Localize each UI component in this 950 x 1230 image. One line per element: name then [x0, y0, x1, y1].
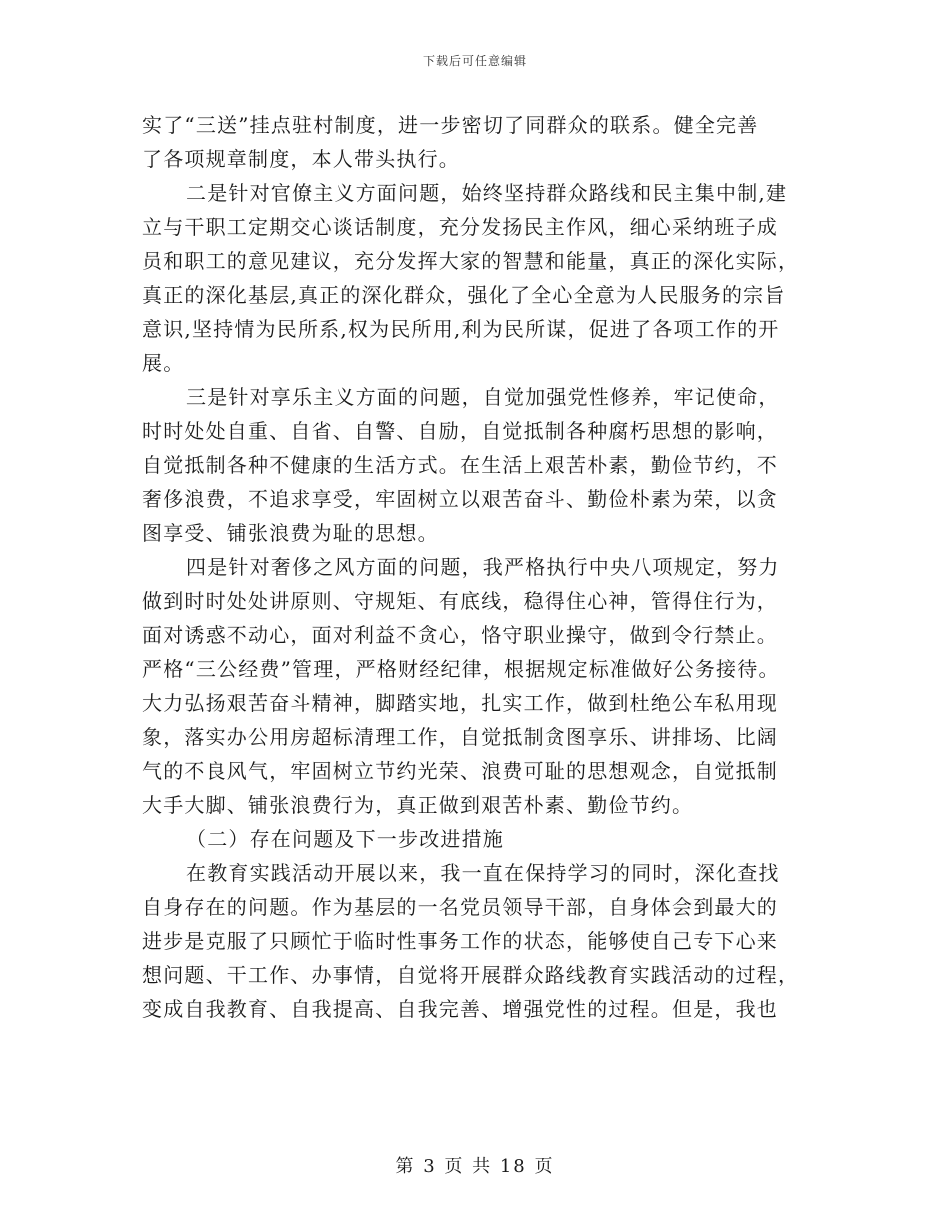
text-line: 员和职工的意见建议，充分发挥大家的智慧和能量，真正的深化实际， — [142, 249, 800, 273]
page-number-footer: 第 3 页 共 18 页 — [395, 1156, 555, 1177]
text-line: 自身存在的问题。作为基层的一名党员领导干部，自身体会到最大的 — [142, 895, 778, 919]
text-line: 实了“三送”挂点驻村制度，进一步密切了同群众的联系。健全完善 — [142, 113, 759, 137]
text-line: 严格“三公经费”管理，严格财经纪律，根据规定标准做好公务接待。 — [142, 657, 780, 681]
section-heading: （二）存在问题及下一步改进措施 — [186, 827, 504, 851]
paragraph-start: 四是针对奢侈之风方面的问题，我严格执行中央八项规定，努力 — [186, 555, 780, 579]
text-line: 想问题、干工作、办事情，自觉将开展群众路线教育实践活动的过程， — [142, 963, 800, 987]
text-line: 意识,坚持情为民所系,权为民所用,利为民所谋，促进了各项工作的开 — [142, 317, 780, 341]
text-line: 了各项规章制度，本人带头执行。 — [142, 147, 460, 171]
text-line: 奢侈浪费，不追求享受，牢固树立以艰苦奋斗、勤俭朴素为荣，以贪 — [142, 487, 778, 511]
paragraph-start: 在教育实践活动开展以来，我一直在保持学习的同时，深化查找 — [186, 861, 780, 885]
text-line: 真正的深化基层,真正的深化群众，强化了全心全意为人民服务的宗旨 — [142, 283, 786, 307]
text-line: 大力弘扬艰苦奋斗精神，脚踏实地，扎实工作，做到杜绝公车私用现 — [142, 691, 778, 715]
text-line: 象，落实办公用房超标清理工作，自觉抵制贪图享乐、讲排场、比阔 — [142, 725, 778, 749]
body-text — [142, 108, 812, 1026]
text-line: 面对诱惑不动心，面对利益不贪心，恪守职业操守，做到令行禁止。 — [142, 623, 778, 647]
text-line: 进步是克服了只顾忙于临时性事务工作的状态，能够使自己专下心来 — [142, 929, 778, 953]
text-line: 图享受、铺张浪费为耻的思想。 — [142, 521, 439, 545]
page-header: 下载后可任意编辑 — [422, 54, 527, 68]
text-line: 自觉抵制各种不健康的生活方式。在生活上艰苦朴素，勤俭节约，不 — [142, 453, 778, 477]
text-line: 立与干职工定期交心谈话制度，充分发扬民主作风，细心采纳班子成 — [142, 215, 778, 239]
text-line: 时时处处自重、自省、自警、自励，自觉抵制各种腐朽思想的影响， — [142, 419, 778, 443]
text-line: 做到时时处处讲原则、守规矩、有底线，稳得住心神，管得住行为， — [142, 589, 778, 613]
text-line: 气的不良风气，牢固树立节约光荣、浪费可耻的思想观念，自觉抵制 — [142, 759, 778, 783]
paragraph-start: 三是针对享乐主义方面的问题，自觉加强党性修养，牢记使命， — [186, 385, 780, 409]
text-line: 展。 — [142, 351, 185, 375]
text-line: 变成自我教育、自我提高、自我完善、增强党性的过程。但是，我也 — [142, 997, 778, 1021]
text-line: 大手大脚、铺张浪费行为，真正做到艰苦朴素、勤俭节约。 — [142, 793, 694, 817]
paragraph-start: 二是针对官僚主义方面问题，始终坚持群众路线和民主集中制,建 — [186, 181, 788, 205]
